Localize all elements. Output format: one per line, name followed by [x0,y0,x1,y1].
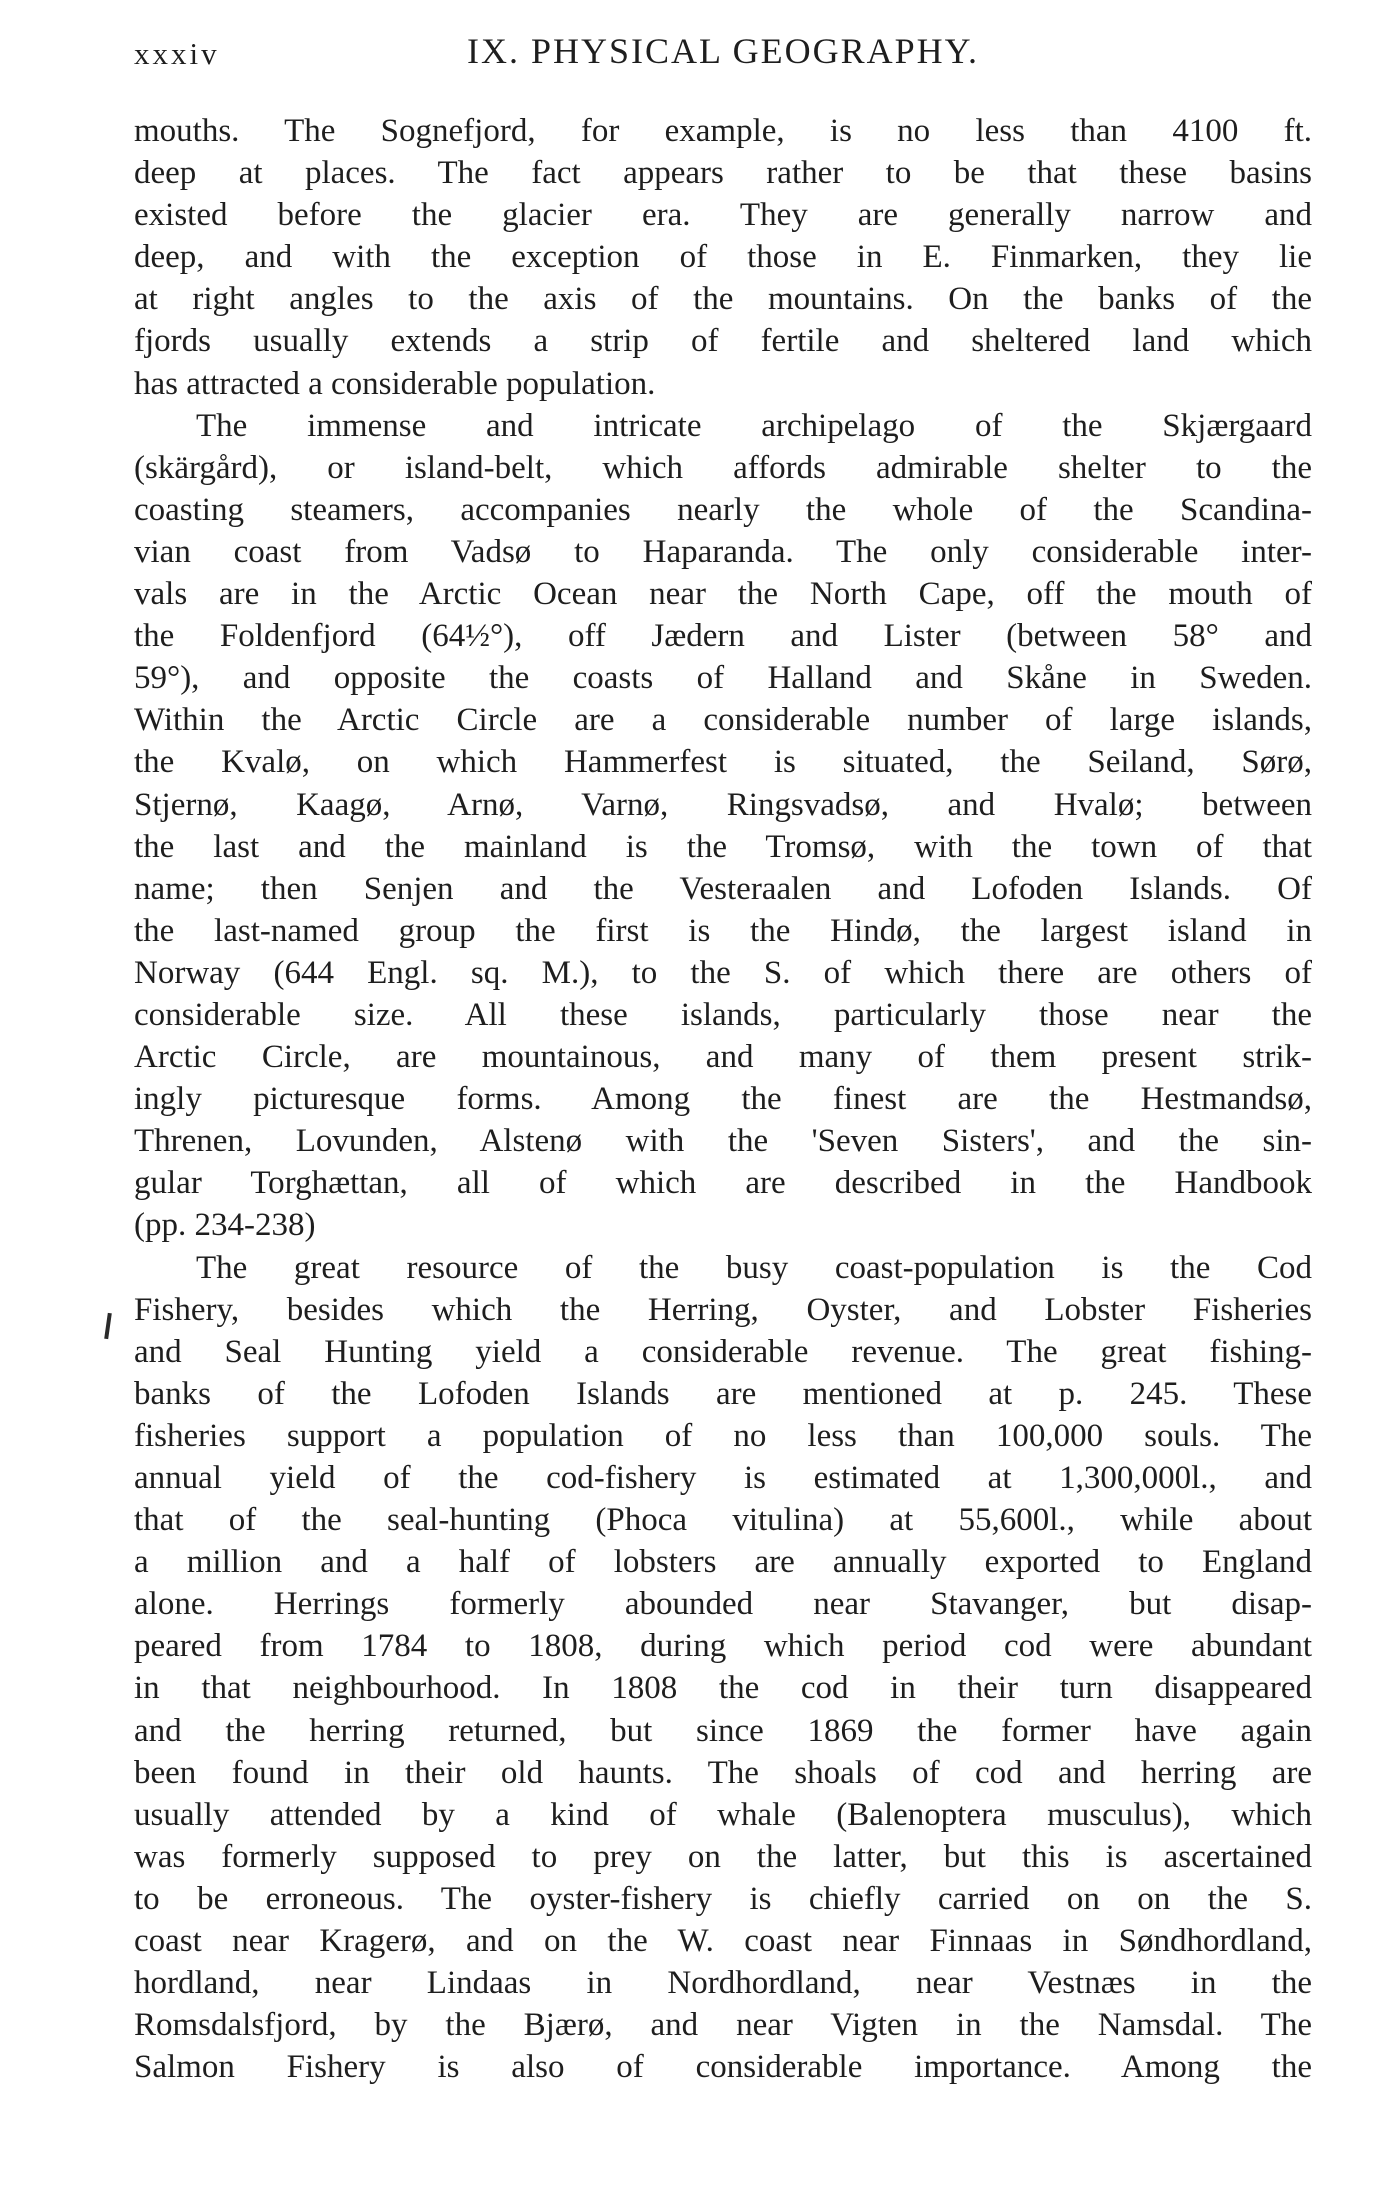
text-line: name; then Senjen and the Vesteraalen and Lofoden Islands. Of [134,870,1312,907]
text-line: been found in their old haunts. The shoals of cod and herring are [134,1754,1312,1791]
text-line: the last-named group the first is the Hindø, the largest island in [134,912,1312,949]
text-line: fisheries support a population of no less than 100,000 souls. The [134,1417,1312,1454]
text-line: (pp. 234-238) [134,1207,316,1244]
page-number: xxxiv [134,36,220,71]
text-line: considerable size. All these islands, particularly those near the [134,996,1312,1033]
text-line: alone. Herrings formerly abounded near Stavanger, but disap- [134,1586,1312,1623]
text-line: (skärgård), or island-belt, which affords admirable shelter to the [134,449,1312,486]
text-line: Fishery, besides which the Herring, Oyster, and Lobster Fisheries [134,1291,1312,1328]
text-line: gular Torghættan, all of which are described in the Handbook [134,1165,1312,1202]
text-line: and the herring returned, but since 1869 the former have again [134,1712,1312,1749]
text-line: Romsdalsfjord, by the Bjærø, and near Vigten in the Namsdal. The [134,2007,1312,2044]
text-line: coasting steamers, accompanies nearly the whole of the Scandina- [134,491,1312,528]
text-line: the last and the mainland is the Tromsø, with the town of that [134,828,1312,865]
text-line: The immense and intricate archipelago of the Skjærgaard [196,407,1312,444]
page-header [134,30,1312,82]
text-line: coast near Kragerø, and on the W. coast near Finnaas in Søndhordland, [134,1923,1312,1960]
text-line: The great resource of the busy coast-population is the Cod [196,1249,1312,1286]
margin-mark [104,1313,112,1339]
text-line: annual yield of the cod-fishery is estimated at 1,300,000l., and [134,1460,1312,1496]
text-line: deep, and with the exception of those in E. Finmarken, they lie [134,239,1312,276]
text-line: Salmon Fishery is also of considerable importance. Among the [134,2049,1312,2086]
text-line: has attracted a considerable population. [134,365,656,402]
text-line: fjords usually extends a strip of fertile and sheltered land which [134,323,1312,360]
text-line: Stjernø, Kaagø, Arnø, Varnø, Ringsvadsø, and Hvalø; between [134,786,1312,823]
text-line: vals are in the Arctic Ocean near the North Cape, off the mouth of [134,576,1312,613]
text-line: 59°), and opposite the coasts of Halland and Skåne in Sweden. [134,660,1312,697]
text-line: peared from 1784 to 1808, during which period cod were abundant [134,1628,1312,1665]
text-line: usually attended by a kind of whale (Balenoptera musculus), which [134,1796,1312,1833]
body-text [134,110,1312,2088]
text-line: that of the seal-hunting (Phoca vitulina) at 55,600l., while about [134,1502,1312,1539]
text-line: ingly picturesque forms. Among the finest are the Hestmandsø, [134,1081,1312,1118]
text-line: deep at places. The fact appears rather to be that these basins [134,155,1312,192]
text-line: and Seal Hunting yield a considerable revenue. The great fishing- [134,1333,1312,1370]
text-line: vian coast from Vadsø to Haparanda. The only considerable inter- [134,533,1312,570]
text-line: to be erroneous. The oyster-fishery is chiefly carried on on the S. [134,1880,1312,1917]
text-line: Threnen, Lovunden, Alstenø with the 'Seven Sisters', and the sin- [134,1123,1312,1160]
text-line: the Kvalø, on which Hammerfest is situated, the Seiland, Sørø, [134,744,1312,781]
text-line: Within the Arctic Circle are a considerable number of large islands, [134,702,1312,739]
text-line: Arctic Circle, are mountainous, and many of them present strik- [134,1039,1312,1076]
text-line: existed before the glacier era. They are generally narrow and [134,197,1312,234]
text-line: in that neighbourhood. In 1808 the cod in their turn disappeared [134,1670,1312,1707]
text-line: mouths. The Sognefjord, for example, is no less than 4100 ft. [134,113,1312,149]
running-title: IX. PHYSICAL GEOGRAPHY. [466,31,980,71]
text-line: hordland, near Lindaas in Nordhordland, near Vestnæs in the [134,1965,1312,2002]
text-line: banks of the Lofoden Islands are mentioned at p. 245. These [134,1375,1312,1412]
text-line: Norway (644 Engl. sq. M.), to the S. of which there are others of [134,954,1312,991]
text-line: was formerly supposed to prey on the latter, but this is ascertained [134,1838,1312,1875]
text-line: at right angles to the axis of the mountains. On the banks of the [134,281,1312,318]
text-line: a million and a half of lobsters are annually exported to England [134,1544,1312,1581]
text-line: the Foldenfjord (64½°), off Jædern and Lister (between 58° and [134,618,1312,655]
